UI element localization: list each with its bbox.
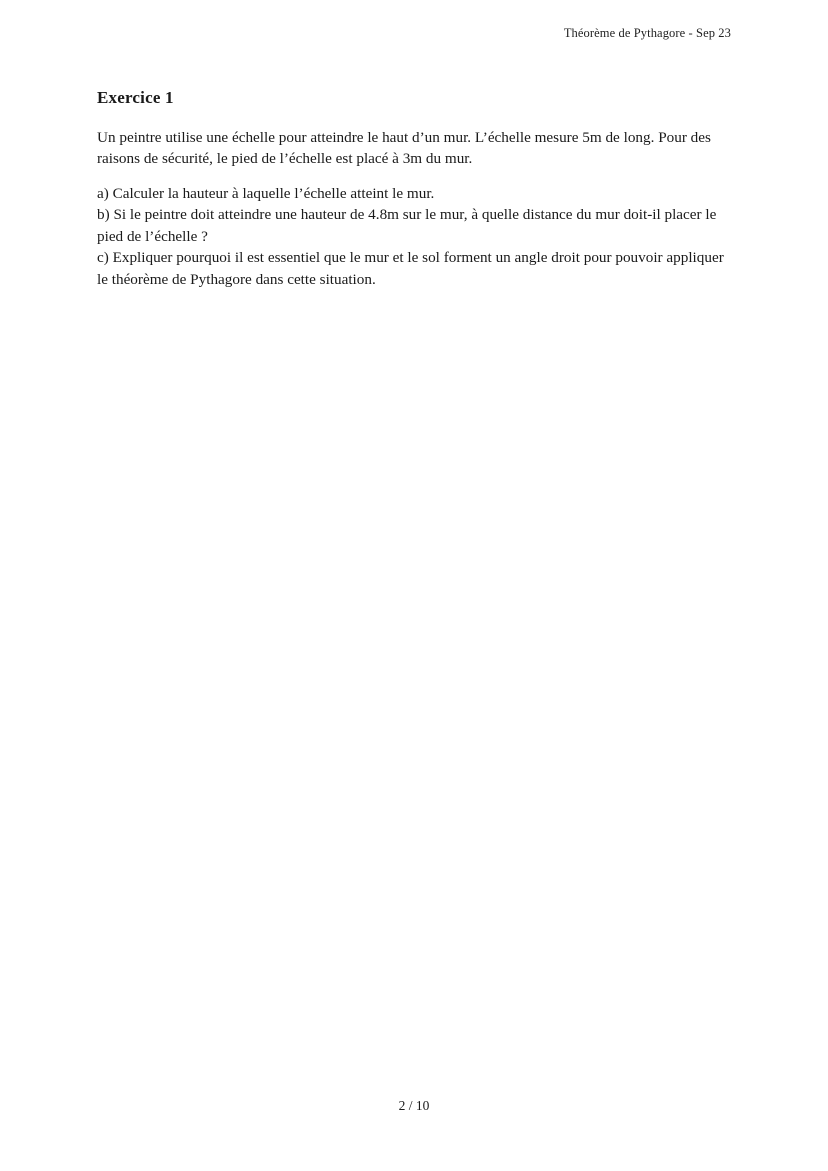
page-number: 2 / 10: [398, 1098, 430, 1113]
exercise-intro-paragraph: Un peintre utilise une échelle pour atteindre le haut d’un mur. L’échelle mesure 5m de long. Pour des raisons de sécurité, le pied de l’échelle est placé à 3m du mur.: [97, 129, 711, 168]
question-item-c: c) Expliquer pourquoi il est essentiel que le mur et le sol forment un angle droit pour pouvoir appliquer le théorème de Pythagore dans cette situation.: [97, 249, 724, 288]
question-list: [97, 183, 731, 290]
question-item-a: a) Calculer la hauteur à laquelle l’échelle atteint le mur.: [97, 184, 435, 202]
running-head: Théorème de Pythagore - Sep 23: [563, 26, 731, 40]
question-item-b: b) Si le peintre doit atteindre une hauteur de 4.8m sur le mur, à quelle distance du mur doit-il placer le pied de l’échelle ?: [97, 206, 717, 245]
document-body: [97, 88, 731, 290]
exercise-title: Exercice 1: [97, 88, 174, 107]
